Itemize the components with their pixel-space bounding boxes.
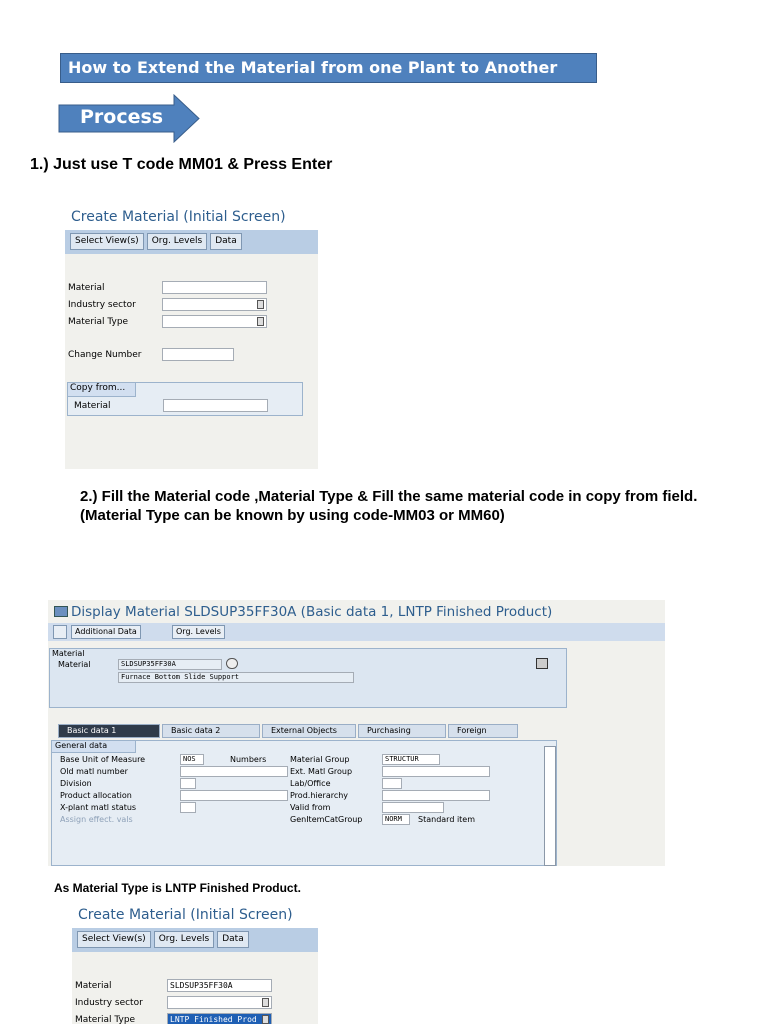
tab-purchasing[interactable]: Purchasing xyxy=(358,724,446,738)
dropdown-icon[interactable] xyxy=(257,317,264,326)
screen-title: Create Material (Initial Screen) xyxy=(65,204,318,230)
material-group-label: Material Group xyxy=(290,755,350,764)
select-views-button[interactable]: Select View(s) xyxy=(70,233,144,250)
other-material-icon[interactable] xyxy=(53,625,67,639)
copy-material-field[interactable] xyxy=(163,399,268,412)
lab-office-label: Lab/Office xyxy=(290,779,331,788)
ext-matl-group-field[interactable] xyxy=(382,766,490,777)
vertical-scrollbar[interactable] xyxy=(544,746,556,866)
org-levels-button[interactable]: Org. Levels xyxy=(172,625,225,639)
title-banner: How to Extend the Material from one Plant to Another Plant xyxy=(60,53,597,83)
material-value: SLDSUP35FF30A xyxy=(118,659,222,670)
base-uom-field[interactable]: NOS xyxy=(180,754,204,765)
old-matl-number-label: Old matl number xyxy=(60,767,128,776)
general-data-header: General data xyxy=(52,741,136,753)
step-1-text: 1.) Just use T code MM01 & Press Enter xyxy=(30,156,333,173)
material-field[interactable] xyxy=(162,281,267,294)
material-label: Material xyxy=(68,283,105,293)
material-description: Furnace Bottom Slide Support xyxy=(118,672,354,683)
tab-external-objects[interactable]: External Objects xyxy=(262,724,356,738)
valid-from-field[interactable] xyxy=(382,802,444,813)
change-number-field[interactable] xyxy=(162,348,234,361)
division-field[interactable] xyxy=(180,778,196,789)
copy-material-label: Material xyxy=(74,401,111,411)
tab-strip xyxy=(58,724,588,738)
material-label: Material xyxy=(58,660,91,669)
screen-toolbar xyxy=(65,230,318,254)
material-section-header: Material xyxy=(52,649,85,658)
process-arrow xyxy=(58,94,200,143)
base-uom-text: Numbers xyxy=(230,755,267,764)
org-levels-button[interactable]: Org. Levels xyxy=(147,233,208,250)
step-2-text: 2.) Fill the Material code ,Material Type & Fill the same material code in copy from field. (Material Type can be known by using code-MM03 or MM60) xyxy=(80,488,698,524)
old-matl-number-field[interactable] xyxy=(180,766,288,777)
division-label: Division xyxy=(60,779,92,788)
dropdown-icon[interactable] xyxy=(262,1015,269,1024)
note-text: As Material Type is LNTP Finished Product. xyxy=(54,881,301,895)
xplant-status-field[interactable] xyxy=(180,802,196,813)
select-views-button[interactable]: Select View(s) xyxy=(77,931,151,948)
tab-basic-data-1[interactable]: Basic data 1 xyxy=(58,724,160,738)
dropdown-icon[interactable] xyxy=(262,998,269,1007)
ext-matl-group-label: Ext. Matl Group xyxy=(290,767,353,776)
tab-foreign[interactable]: Foreign xyxy=(448,724,518,738)
material-field[interactable]: SLDSUP35FF30A xyxy=(167,979,272,992)
xplant-status-label: X-plant matl status xyxy=(60,803,137,812)
org-levels-button[interactable]: Org. Levels xyxy=(154,931,215,948)
industry-sector-field[interactable] xyxy=(167,996,272,1009)
dropdown-icon[interactable] xyxy=(257,300,264,309)
industry-sector-label: Industry sector xyxy=(68,300,136,310)
long-text-icon[interactable] xyxy=(226,658,238,669)
lab-office-field[interactable] xyxy=(382,778,402,789)
material-type-label: Material Type xyxy=(68,317,129,327)
screen-icon xyxy=(54,606,68,617)
gen-item-cat-text: Standard item xyxy=(418,815,476,824)
tab-basic-data-2[interactable]: Basic data 2 xyxy=(162,724,260,738)
prod-hierarchy-field[interactable] xyxy=(382,790,490,801)
gen-item-cat-label: GenItemCatGroup xyxy=(290,815,363,824)
screen-toolbar xyxy=(72,928,318,952)
material-type-field[interactable] xyxy=(162,315,267,328)
product-allocation-label: Product allocation xyxy=(60,791,132,800)
material-section xyxy=(49,648,567,708)
general-data-group xyxy=(51,740,557,866)
material-type-field[interactable] xyxy=(167,1013,272,1024)
assign-effect-vals-checkbox[interactable]: Assign effect. vals xyxy=(60,815,133,824)
material-type-label: Material Type xyxy=(75,1015,136,1024)
data-button[interactable]: Data xyxy=(217,931,249,948)
valid-from-label: Valid from xyxy=(290,803,331,812)
gen-item-cat-field[interactable]: NORM xyxy=(382,814,410,825)
change-number-label: Change Number xyxy=(68,350,142,360)
base-uom-label: Base Unit of Measure xyxy=(60,755,146,764)
display-toolbar xyxy=(48,623,665,641)
additional-data-button[interactable]: Additional Data xyxy=(71,625,141,639)
display-title-text: Display Material SLDSUP35FF30A (Basic data 1, LNTP Finished Product) xyxy=(71,604,553,620)
material-type-value: LNTP Finished Prod xyxy=(170,1015,257,1024)
create-material-screen-filled xyxy=(72,902,318,1024)
material-label: Material xyxy=(75,981,112,991)
copy-from-group xyxy=(67,382,303,416)
material-group-field[interactable]: STRUCTUR xyxy=(382,754,440,765)
prod-hierarchy-label: Prod.hierarchy xyxy=(290,791,349,800)
display-material-screen xyxy=(48,600,665,866)
create-material-screen xyxy=(65,204,318,469)
display-title xyxy=(54,604,552,620)
process-label: Process xyxy=(80,106,164,128)
screen-title: Create Material (Initial Screen) xyxy=(72,902,318,928)
data-button[interactable]: Data xyxy=(210,233,242,250)
copy-from-header: Copy from... xyxy=(68,383,136,397)
info-icon[interactable] xyxy=(536,658,548,669)
product-allocation-field[interactable] xyxy=(180,790,288,801)
industry-sector-label: Industry sector xyxy=(75,998,143,1008)
industry-sector-field[interactable] xyxy=(162,298,267,311)
